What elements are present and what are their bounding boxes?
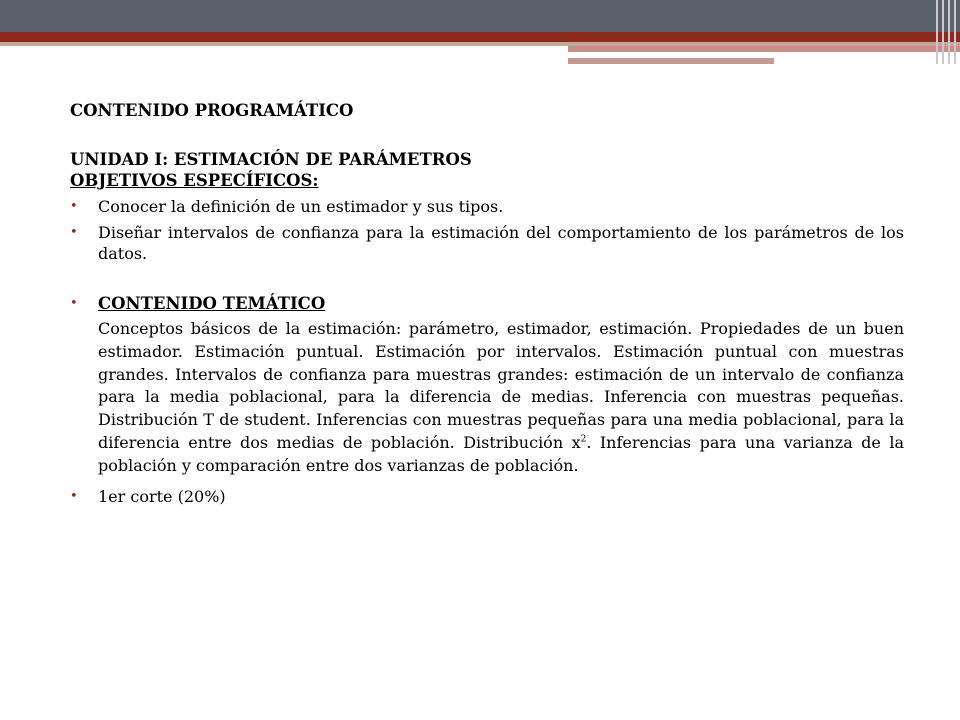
accent-stripe-gap [568, 52, 888, 54]
content-text-1: Conceptos básicos de la estimación: parámetro, estimador, estimación. Propiedades de un buen estimador. Estimación puntual. Estimación por intervalos. Estimación puntual con muestras grandes. Intervalos de confianza para muestras grandes: estimación de un intervalo de confianza para la media poblacional, para la diferencia de medias. Inferencia con muestras pequeñas. Distribución T de student. Inferencias con muestras pequeñas para una media poblacional, para la diferencia entre dos medias de población. Distribución x [98, 319, 904, 452]
bullet-icon: • [70, 225, 78, 240]
cut-text: 1er corte (20%) [98, 486, 226, 506]
accent-band [0, 32, 960, 42]
bullet-icon: • [70, 488, 78, 504]
content-paragraph [70, 318, 904, 478]
objective-item [70, 196, 904, 217]
unit-heading: UNIDAD I: ESTIMACIÓN DE PARÁMETROS [70, 150, 472, 169]
slide-title: CONTENIDO PROGRAMÁTICO [70, 101, 354, 120]
content-heading: CONTENIDO TEMÁTICO [98, 294, 326, 313]
objectives-heading: OBJETIVOS ESPECÍFICOS: [70, 171, 319, 190]
decorative-vertical-lines [930, 0, 960, 64]
accent-stripe-short [568, 58, 774, 64]
bullet-icon: • [70, 296, 78, 311]
superscript: 2 [580, 434, 587, 445]
cut-item [70, 486, 904, 507]
objective-text: Conocer la definición de un estimador y sus tipos. [98, 197, 504, 216]
bullet-icon: • [70, 199, 78, 214]
objective-text: Diseñar intervalos de confianza para la estimación del comportamiento de los parámetros de los datos. [98, 223, 904, 263]
content-heading-item [70, 293, 904, 314]
slide-body [70, 100, 904, 507]
title-bar-band [0, 0, 960, 32]
content-text-2: . Inferencias para una varianza de la población y comparación entre dos varianzas de población. [98, 432, 904, 475]
objective-item [70, 222, 904, 264]
